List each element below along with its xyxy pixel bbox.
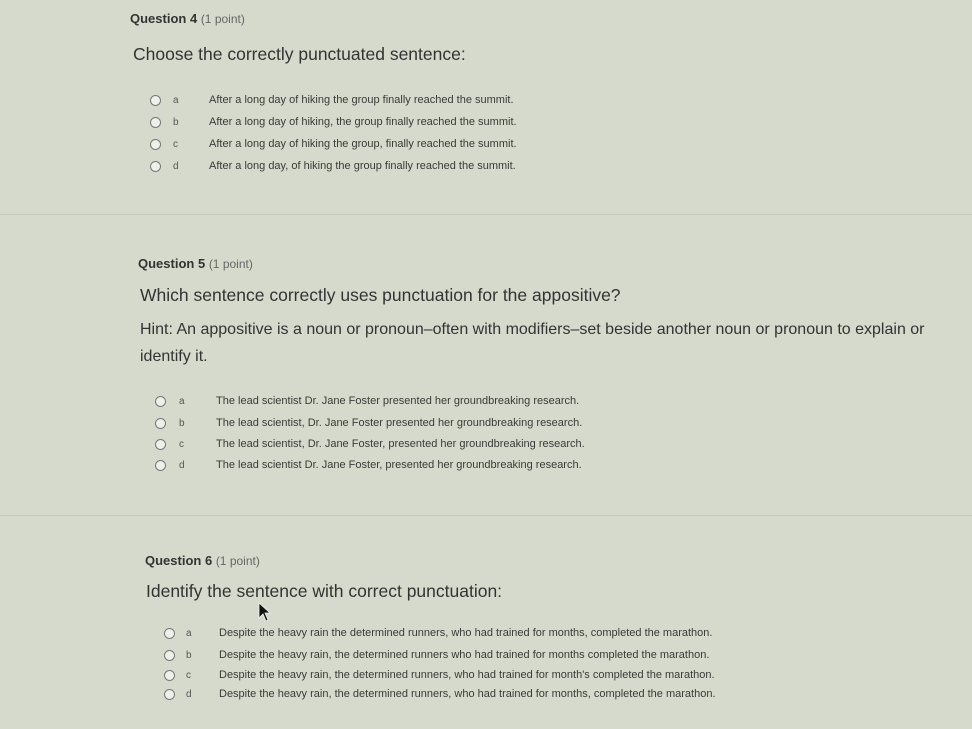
radio-button[interactable] [155,418,166,429]
radio-button[interactable] [150,95,161,106]
option-text: Despite the heavy rain, the determined runners, who had trained for month's completed the marathon. [219,669,715,681]
radio-button[interactable] [150,139,161,150]
option-a[interactable] [150,91,514,109]
option-c[interactable] [155,435,585,453]
radio-button[interactable] [155,396,166,407]
question-6-header [145,553,260,568]
radio-button[interactable] [150,117,161,128]
question-5-hint: Hint: An appositive is a noun or pronoun–often with modifiers–set beside another noun or pronoun to explain or identify it. [140,321,925,365]
question-points: (1 point) [215,554,260,568]
option-text: After a long day of hiking, the group finally reached the summit. [209,116,517,128]
question-5-header [138,256,253,271]
option-b[interactable] [155,414,582,432]
option-text: The lead scientist Dr. Jane Foster, presented her groundbreaking research. [216,459,582,471]
option-text: The lead scientist, Dr. Jane Foster presented her groundbreaking research. [216,417,583,429]
radio-button[interactable] [164,670,175,681]
option-text: Despite the heavy rain, the determined runners, who had trained for months, completed the marathon. [219,688,716,700]
option-text: After a long day, of hiking the group finally reached the summit. [209,160,516,172]
mouse-cursor-icon [258,602,272,622]
option-a[interactable] [164,624,712,642]
option-text: Despite the heavy rain, the determined runners who had trained for months completed the marathon. [219,649,710,661]
option-c[interactable] [150,135,517,153]
question-points: (1 point) [200,12,245,26]
question-4-prompt: Choose the correctly punctuated sentence: [133,44,466,64]
option-letter: d [173,160,179,172]
question-6-prompt: Identify the sentence with correct punctuation: [146,581,503,601]
question-points: (1 point) [208,257,253,271]
question-label: Question 5 [138,256,206,271]
option-letter: a [173,94,179,106]
option-a[interactable] [155,392,579,410]
divider [0,515,972,516]
divider [0,214,972,215]
radio-button[interactable] [164,650,175,661]
option-letter: c [173,138,178,150]
option-text: Despite the heavy rain the determined runners, who had trained for months, completed the marathon. [219,627,713,639]
radio-button[interactable] [150,161,161,172]
option-letter: d [186,688,192,700]
option-text: The lead scientist, Dr. Jane Foster, presented her groundbreaking research. [216,438,585,450]
option-letter: a [186,627,192,639]
option-b[interactable] [164,646,709,664]
option-letter: b [186,649,192,661]
option-text: The lead scientist Dr. Jane Foster presented her groundbreaking research. [216,395,580,407]
option-c[interactable] [164,666,715,684]
option-text: After a long day of hiking the group, finally reached the summit. [209,138,517,150]
option-letter: b [179,417,185,429]
radio-button[interactable] [155,439,166,450]
question-4-header [130,11,245,26]
option-d[interactable] [150,157,516,175]
question-label: Question 4 [130,11,198,26]
radio-button[interactable] [155,460,166,471]
option-letter: a [179,395,185,407]
option-d[interactable] [164,685,716,703]
option-letter: d [179,459,185,471]
option-letter: c [179,438,184,450]
option-letter: b [173,116,179,128]
radio-button[interactable] [164,628,175,639]
question-label: Question 6 [145,553,213,568]
option-text: After a long day of hiking the group finally reached the summit. [209,94,514,106]
radio-button[interactable] [164,689,175,700]
question-5-prompt: Which sentence correctly uses punctuation for the appositive? [140,285,621,305]
option-d[interactable] [155,456,582,474]
option-letter: c [186,669,191,681]
option-b[interactable] [150,113,517,131]
